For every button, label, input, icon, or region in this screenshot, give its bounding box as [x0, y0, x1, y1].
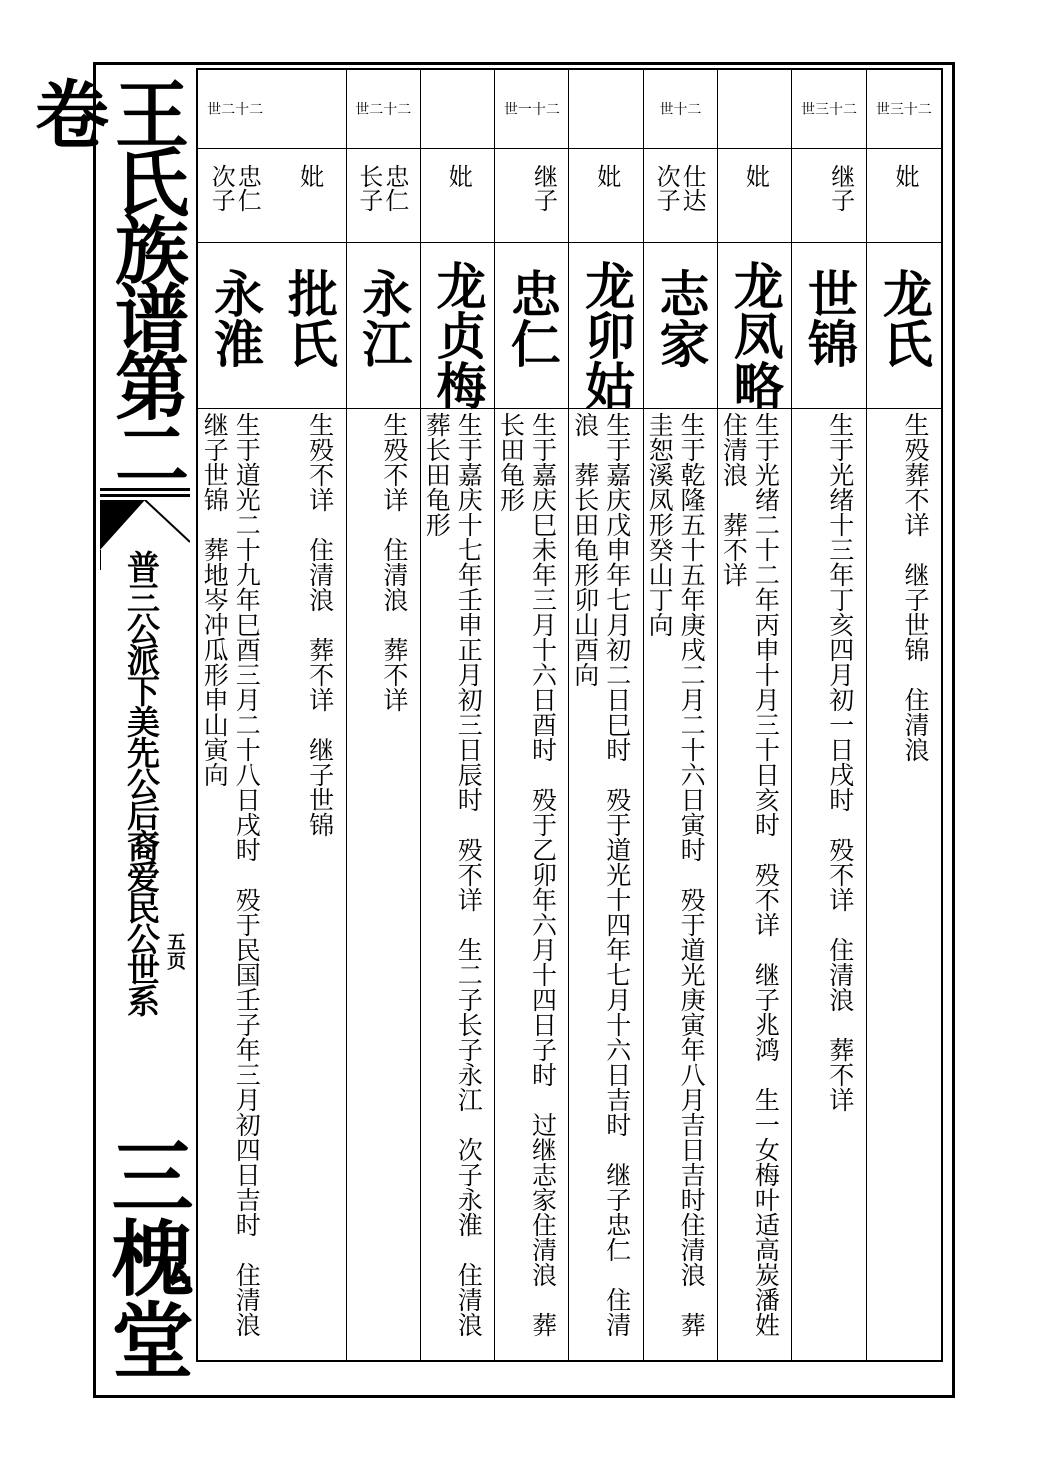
person-name: 龙凤略	[725, 260, 785, 410]
name-cell	[792, 242, 865, 408]
biography-text: 生于光绪十三年丁亥四月初一日戌时 殁不详 住清浪 葬不详	[825, 412, 855, 1112]
entry-column	[272, 70, 346, 1360]
biography-text: 生于嘉庆巳未年三月十六日酉时 殁于乙卯年六月十四日子时 过继志家住清浪 葬长田龟形	[496, 412, 558, 1337]
relation-cell	[644, 148, 717, 242]
generation-label	[570, 70, 643, 148]
relation-label: 继子	[826, 164, 855, 212]
relation-label: 忠仁次子	[207, 164, 262, 212]
spouse-marker: 妣	[741, 164, 770, 188]
name-cell	[272, 242, 345, 408]
person-name: 志家	[651, 268, 711, 368]
spouse-marker: 妣	[295, 164, 324, 188]
spine-panel	[23, 70, 194, 1390]
entry-column	[421, 70, 495, 1360]
name-cell	[198, 242, 272, 408]
lineage-subtitle: 普三公派下美先公后裔爱民公世系	[122, 550, 161, 1015]
entry-column	[570, 70, 644, 1360]
relation-cell	[421, 148, 494, 242]
biography-text: 生殁不详 住清浪 葬不详	[379, 412, 409, 712]
person-name: 龙卯姑	[577, 260, 637, 410]
biography-text: 生殁葬不详 继子世锦 住清浪	[900, 412, 930, 762]
book-title: 王氏族谱第二卷	[23, 76, 189, 484]
entry-column	[198, 70, 272, 1360]
generation-label: 世三十二	[801, 102, 858, 118]
generation-label: 世二十二	[207, 102, 264, 118]
generation-label	[421, 70, 494, 148]
spouse-marker: 妣	[890, 164, 919, 188]
entry-column	[347, 70, 421, 1360]
spouse-marker: 妣	[444, 164, 473, 188]
divider-line	[100, 494, 190, 497]
biography-text: 生于光绪二十二年丙申十月三十日亥时 殁不详 继子兆鸿 生一女梅叶适高炭潘姓 住清浪 葬不详	[719, 412, 781, 1362]
relation-cell	[792, 148, 865, 242]
divider-line	[100, 488, 190, 491]
relation-cell	[718, 148, 791, 242]
generation-label: 世三十二	[875, 102, 932, 118]
relation-label: 忠仁长子	[354, 164, 409, 212]
person-name: 永江	[354, 268, 414, 368]
generation-label	[718, 70, 791, 148]
relation-cell	[570, 148, 643, 242]
biography-text: 生于嘉庆戊申年七月初二日巳时 殁于道光十四年七月十六日吉时 继子忠仁 住清浪 葬长田龟形卯山酉向	[570, 412, 632, 1337]
name-cell	[421, 242, 494, 408]
person-name: 批氏	[279, 268, 339, 368]
relation-cell	[198, 148, 272, 242]
entry-column	[792, 70, 866, 1360]
biography-text: 生于乾隆五十五年庚戌二月二十六日寅时 殁于道光庚寅年八月吉日吉时住清浪 葬圭恕溪凤形癸山丁向	[645, 412, 707, 1337]
relation-cell	[495, 148, 568, 242]
relation-cell	[347, 148, 420, 242]
name-cell	[867, 242, 941, 408]
generation-label: 世十二	[659, 102, 702, 118]
person-name: 龙贞梅	[428, 260, 488, 410]
page-number: 五页	[164, 932, 186, 970]
entry-column	[718, 70, 792, 1360]
name-cell	[644, 242, 717, 408]
name-cell	[718, 242, 791, 408]
person-name: 忠仁	[502, 268, 562, 368]
generation-label: 世一十二	[503, 102, 560, 118]
biography-text: 生于道光二十九年巳酉三月二十八日戌时 殁于民国壬子年三月初四日吉时 住清浪 继子世锦 葬地岑冲瓜形申山寅向	[200, 412, 262, 1362]
name-cell	[570, 242, 643, 408]
relation-cell	[867, 148, 941, 242]
person-name: 永淮	[206, 268, 266, 368]
relation-cell	[272, 148, 345, 242]
generation-label: 世二十二	[355, 102, 412, 118]
spouse-marker: 妣	[592, 164, 621, 188]
person-name: 龙氏	[874, 268, 934, 368]
person-name: 世锦	[800, 268, 860, 368]
hall-name: 三槐堂	[98, 1134, 194, 1380]
biography-text: 生殁不详 住清浪 葬不详 继子世锦	[305, 412, 335, 837]
entry-column	[867, 70, 941, 1360]
name-cell	[495, 242, 568, 408]
relation-label: 仕达次子	[652, 164, 707, 212]
entry-column	[495, 70, 569, 1360]
entry-column	[644, 70, 718, 1360]
relation-label: 继子	[529, 164, 558, 212]
biography-text: 生于嘉庆十七年壬申正月初三日辰时 殁不详 生二子长子永江 次子永淮 住清浪 葬长田龟形	[422, 412, 484, 1362]
genealogy-grid	[198, 70, 941, 1360]
generation-label	[272, 70, 345, 148]
name-cell	[347, 242, 420, 408]
